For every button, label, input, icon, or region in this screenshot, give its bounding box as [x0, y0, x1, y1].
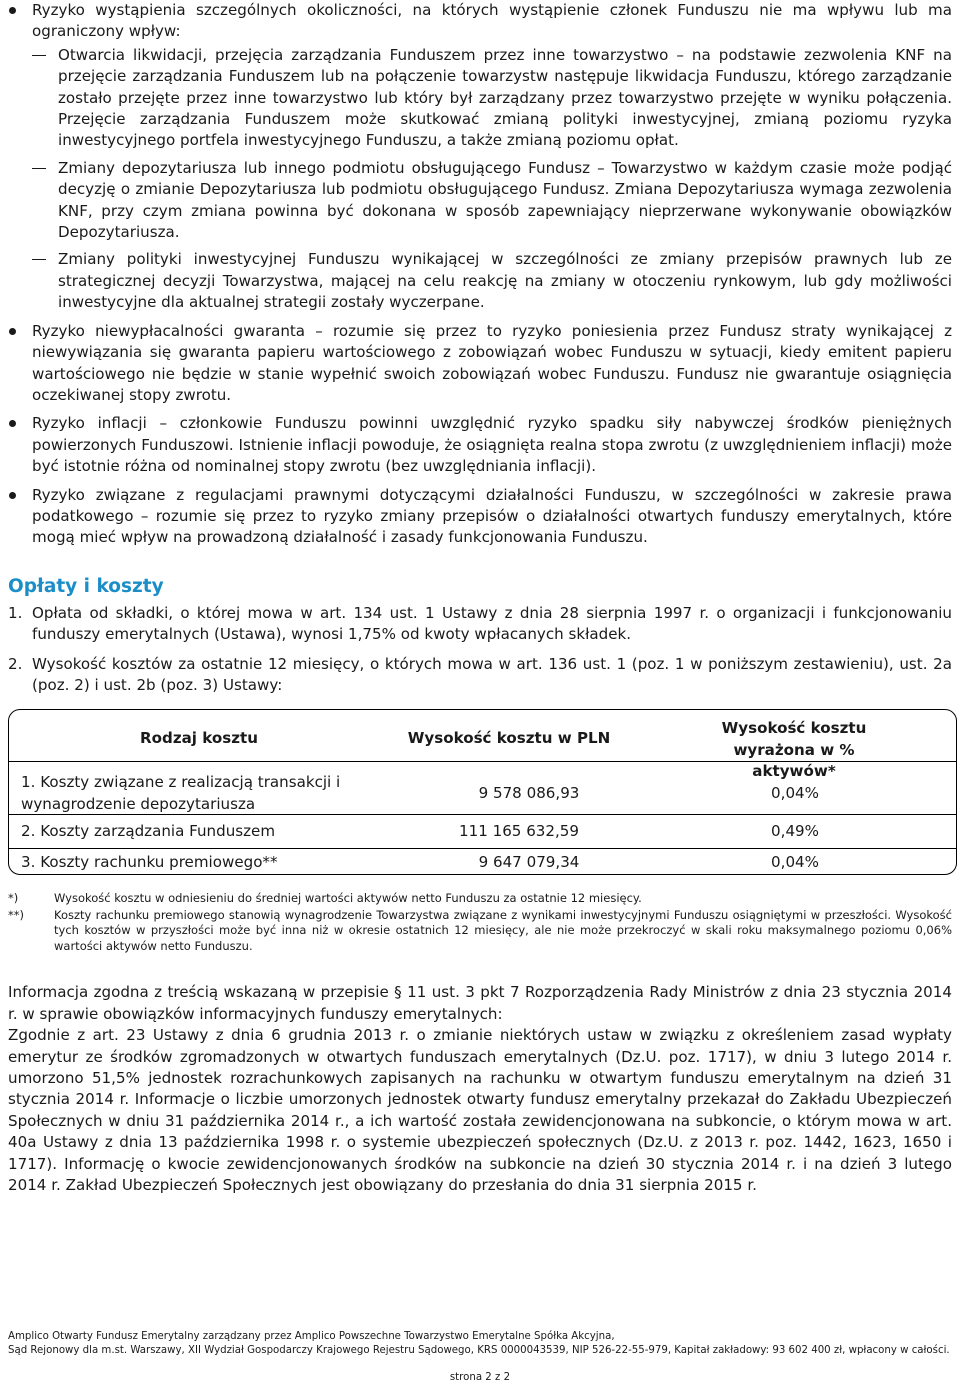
fees-item-text: Opłata od składki, o której mowa w art. 134 ust. 1 Ustawy z dnia 28 sierpnia 1997 r. o organizacji i funkcjonowaniu funduszy emerytalnych (Ustawa), wynosi 1,75% od kwoty wpłacanych składek. — [32, 603, 952, 644]
cost-table — [8, 709, 957, 875]
table-cell: 0,04% — [771, 784, 819, 803]
footnote-mark: *) — [8, 891, 19, 906]
table-cell: 111 165 632,59 — [458, 822, 580, 841]
risk-inflation: Ryzyko inflacji – członkowie Funduszu powinni uwzględnić ryzyko spadku siły nabywczej środków pieniężnych powierzonych Funduszowi. Istnienie inflacji powoduje, że osiągnięta realna stopa zwrotu (z uwzględnieniem inflacji) może być istotnie różna od nominalnej stopy zwrotu (bez uwzględniania inflacji). — [32, 414, 952, 476]
page-content — [8, 0, 952, 1383]
list-item — [8, 485, 952, 549]
risk-special-lead: Ryzyko wystąpienia szczególnych okoliczności, na których wystąpienie członek Funduszu nie ma wpływu lub ma ograniczony wpływ: — [32, 1, 952, 41]
special-risk-sublist — [32, 45, 952, 314]
table-header: Wysokość kosztu w PLN — [407, 729, 611, 748]
list-item — [32, 249, 952, 313]
list-item — [8, 413, 952, 477]
bullet-icon — [9, 420, 16, 427]
footnote-text: Wysokość kosztu w odniesieniu do średniej wartości aktywów netto Funduszu za ostatnie 12 miesięcy. — [54, 891, 642, 906]
table-cell: 1. Koszty związane z realizacją transakcji i wynagrodzenie depozytariusza — [21, 773, 341, 813]
fees-list — [8, 603, 952, 697]
bullet-icon — [9, 7, 16, 14]
footnote-mark: **) — [8, 907, 24, 922]
sub-item-text: Zmiany depozytariusza lub innego podmiotu obsługującego Fundusz – Towarzystwo w każdym czasie może podjąć decyzję o zmianie Depozytariusza lub podmiotu obsługującego Fundusz. Zmiana Depozytariusza wymaga zezwolenia KNF, przy czym zmiana powinna być dokonana w sposób zapewniający nieprzerwane wykonywanie obowiązków Depozytariusza. — [58, 158, 952, 242]
footnote-text: Koszty rachunku premiowego stanowią wynagrodzenie Towarzystwa związane z wynikami inwestycyjnymi Funduszu osiągniętymi w przeszłości. Wysokość tych kosztów w przyszłości może być inna niż w okresie ostatnich 12 miesięcy, ale nie może przekroczyć w skali roku maksymalnego poziomu 0,06% wartości aktywów netto Funduszu. — [54, 907, 952, 953]
table-divider — [9, 848, 956, 849]
list-item — [32, 45, 952, 152]
bullet-icon — [9, 492, 16, 499]
dash-icon — [32, 55, 46, 56]
table-header: Wysokość kosztu wyrażona w % aktywów* — [721, 719, 867, 781]
dash-icon — [32, 168, 46, 169]
footer-line: Amplico Otwarty Fundusz Emerytalny zarządzany przez Amplico Powszechne Towarzystwo Emerytalne Spółka Akcyjna, — [8, 1331, 615, 1342]
table-divider — [9, 814, 956, 815]
sub-item-text: Zmiany polityki inwestycyjnej Funduszu wynikającej w szczególności ze zmiany przepisów prawnych lub ze strategicznej decyzji Towarzystwa, mającej na celu reakcję na zmiany w otoczeniu rynkowym, lub gdy możliwości inwestycyjne dla aktualnej strategii zostały wyczerpane. — [58, 250, 952, 312]
bullet-icon — [9, 328, 16, 335]
info-intro: Informacja zgodna z treścią wskazaną w przepisie § 11 ust. 3 pkt 7 Rozporządzenia Rady Ministrów z dnia 23 stycznia 2014 r. w sprawie obowiązków informacyjnych funduszy emerytalnych: — [8, 983, 952, 1023]
footnotes — [8, 891, 952, 954]
dash-icon — [32, 259, 46, 260]
list-item — [8, 0, 952, 314]
table-header: Rodzaj kosztu — [140, 729, 258, 748]
table-cell: 3. Koszty rachunku premiowego** — [21, 853, 278, 872]
footer-line: Sąd Rejonowy dla m.st. Warszawy, XII Wydział Gospodarczy Krajowego Rejestru Sądowego, KRS 0000043539, NIP 526-22-55-979, Kapitał zakładowy: 93 602 400 zł, wpłacony w całości. — [8, 1344, 950, 1356]
table-cell: 0,04% — [771, 853, 819, 872]
table-cell: 9 578 086,93 — [478, 784, 580, 803]
list-item — [8, 321, 952, 407]
fees-item-text: Wysokość kosztów za ostatnie 12 miesięcy, o których mowa w art. 136 ust. 1 (poz. 1 w poniższym zestawieniu), ust. 2a (poz. 2) i ust. 2b (poz. 3) Ustawy: — [32, 654, 952, 694]
footnote — [8, 891, 952, 907]
table-divider — [9, 761, 956, 762]
item-number: 1. — [8, 603, 23, 622]
risk-guarantor: Ryzyko niewypłacalności gwaranta – rozumie się przez to ryzyko poniesienia przez Fundusz straty wynikającej z niewywiązania się gwaranta papieru wartościowego z zobowiązań wobec Funduszu w sytuacji, kiedy emitent papieru wartościowego nie będzie w stanie wypełnić swoich zobowiązań wobec Funduszu. Fundusz nie gwarantuje osiągnięcia oczekiwanej stopy zwrotu. — [32, 321, 952, 404]
risk-list — [8, 0, 952, 549]
table-cell: 0,49% — [771, 822, 819, 841]
sub-item-text: Otwarcia likwidacji, przejęcia zarządzania Funduszem przez inne towarzystwo – na podstawie zezwolenia KNF na przejęcie zarządzania Funduszem lub na połączenie towarzystw następuje likwidacja Funduszu, którego zarządzanie zostało przejęte przez inne towarzystwo lub który był zarządzany przez towarzystwo przejęte w wyniku połączenia. Przejęcie zarządzania Funduszem może skutkować zmianą polityki inwestycyjnej, zmianą poziomu ryzyka inwestycyjnego portfela inwestycyjnego Funduszu, a także zmianą poziomu opłat. — [58, 45, 952, 150]
info-body: Zgodnie z art. 23 Ustawy z dnia 6 grudnia 2013 r. o zmianie niektórych ustaw w związku z określeniem zasad wypłaty emerytur ze środków zgromadzonych w otwartych funduszach emerytalnych (Dz.U. poz. 1717), w dniu 3 lutego 2014 r. umorzono 51,5% jednostek rozrachunkowych zapisanych na rachunku w otwartym funduszu emerytalnym na dzień 31 stycznia 2014 r. Informacje o liczbie umorzonych jednostek otwarty fundusz emerytalny przekazał do Zakładu Ubezpieczeń Społecznych w dniu 31 października 2014 r., a ich wartość została zewidencjonowana na subkoncie, o którym mowa w art. 40a Ustawy z dnia 13 października 1998 r. o systemie ubezpieczeń społecznych (Dz.U. z 2013 r. poz. 1442, 1623, 1650 i 1717). Informację o kwocie zewidencjonowanych środków na subkoncie na dzień 30 stycznia 2014 r. i na dzień 3 lutego 2014 r. Zakład Ubezpieczeń Społecznych jest obowiązany do przesłania do dnia 31 sierpnia 2015 r. — [8, 1026, 952, 1195]
table-cell: 9 647 079,34 — [478, 853, 580, 872]
footer — [8, 1330, 952, 1385]
list-item — [32, 158, 952, 244]
risk-regulation: Ryzyko związane z regulacjami prawnymi dotyczącymi działalności Funduszu, w szczególności w zakresie prawa podatkowego – rozumie się przez to ryzyko zmiany przepisów o działalności otwartych funduszy emerytalnych, które mogą mieć wpływ na prowadzoną działalność i zasady funkcjonowania Funduszu. — [32, 485, 952, 547]
list-item — [8, 603, 952, 646]
section-heading-fees: Opłaty i koszty — [8, 575, 164, 597]
page-number: strona 2 z 2 — [449, 1372, 511, 1383]
list-item — [8, 654, 952, 697]
footnote — [8, 908, 952, 955]
item-number: 2. — [8, 654, 23, 673]
table-cell: 2. Koszty zarządzania Funduszem — [21, 822, 276, 841]
